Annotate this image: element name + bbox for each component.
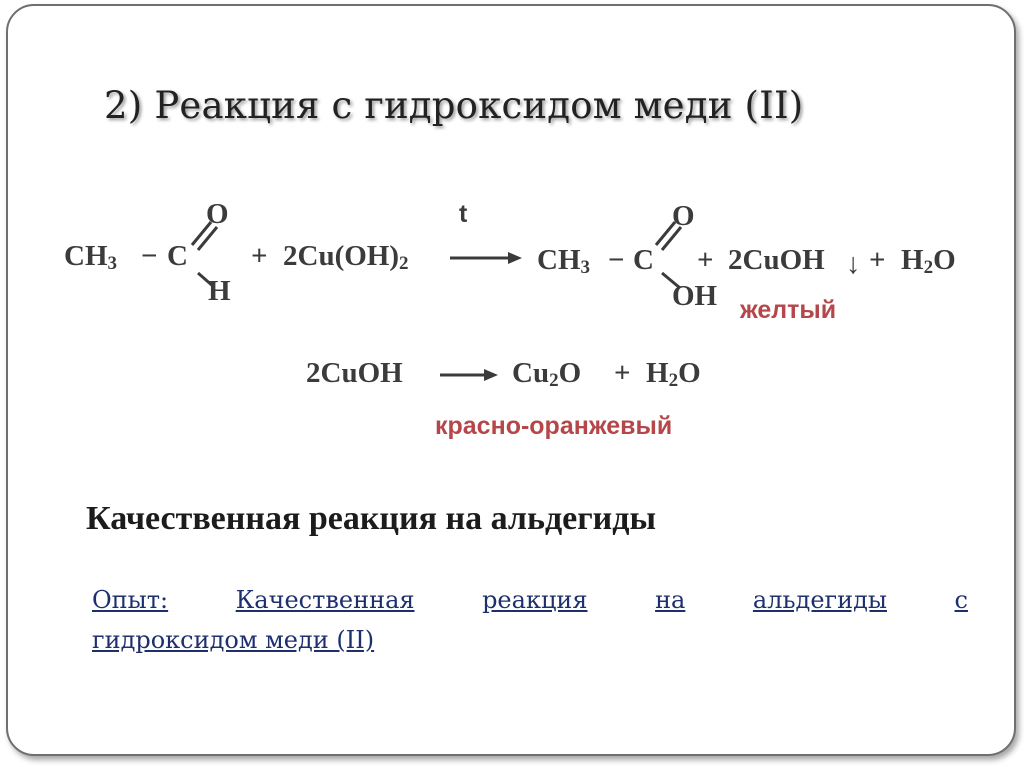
reactant-hydrogen: H — [208, 275, 231, 307]
arrow1-head — [508, 252, 522, 264]
plus-1: + — [251, 240, 268, 272]
reactant-oxygen: O — [206, 198, 229, 230]
reaction2-plus: + — [614, 357, 631, 389]
precipitate-arrow: ↓ — [846, 248, 861, 280]
condition-t: t — [459, 200, 468, 228]
label-red-orange: красно-оранжевый — [435, 412, 673, 440]
plus-2: + — [697, 244, 714, 276]
product-carbon: C — [633, 244, 654, 276]
reactant-dash: − — [141, 240, 158, 272]
link-word[interactable]: Качественная — [235, 586, 415, 614]
reaction2-water: $H_2O$ — [646, 357, 701, 391]
label-yellow: желтый — [740, 296, 837, 324]
arrow2-head — [484, 369, 498, 381]
reactant-carbon: C — [167, 240, 188, 272]
slide-title: 2) Реакция с гидроксидом меди (II) — [104, 84, 804, 127]
link-word[interactable]: на — [655, 586, 686, 614]
link-word[interactable]: Опыт: — [92, 586, 169, 614]
link-text[interactable]: гидроксидом меди (II) — [92, 626, 375, 654]
product-dash: − — [608, 244, 625, 276]
product-oxygen: O — [672, 200, 695, 232]
plus-3: + — [869, 244, 886, 276]
link-word[interactable]: реакция — [482, 586, 588, 614]
link-word[interactable]: с — [954, 586, 968, 614]
product-cuoh: 2CuOH — [728, 244, 825, 276]
experiment-link-line1[interactable] — [92, 582, 968, 618]
reactant-ch3: $CH_3$ — [64, 240, 117, 274]
section-heading: Качественная реакция на альдегиды — [86, 500, 657, 537]
reaction2-reactant: 2CuOH — [306, 357, 403, 389]
product-water: $H_2O$ — [901, 244, 956, 278]
reaction2-cu2o: $Cu_2O$ — [512, 357, 582, 391]
reagent-cu-oh2: $2Cu(OH)_2$ — [283, 240, 409, 274]
product-ch3: $CH_3$ — [537, 244, 590, 278]
product-oh: OH — [672, 280, 718, 312]
experiment-link-line2[interactable] — [92, 622, 968, 658]
link-word[interactable]: альдегиды — [752, 586, 887, 614]
